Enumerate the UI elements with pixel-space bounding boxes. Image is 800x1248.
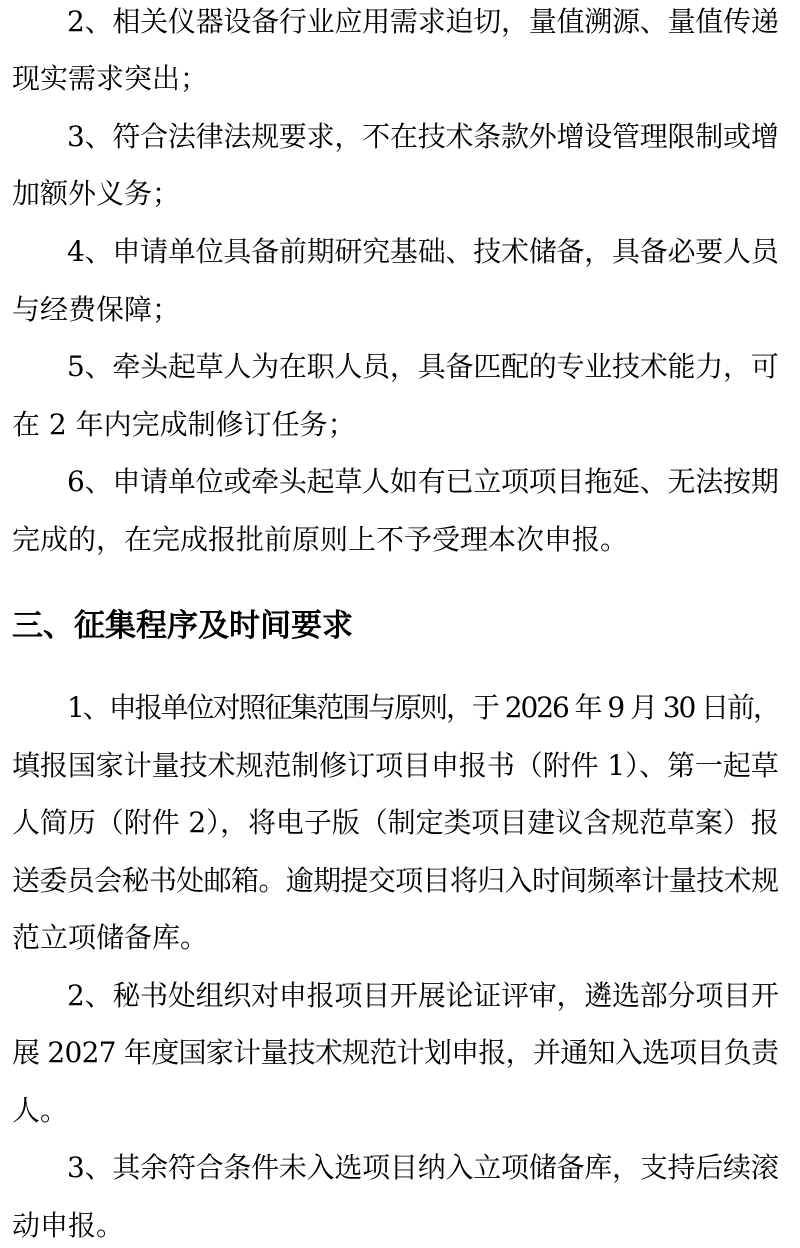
procedure-2-line-1: 2、秘书处组织对申报项目开展论证评审，遴选部分项目开 — [67, 979, 779, 1012]
req-2-line-1: 2、相关仪器设备行业应用需求迫切，量值溯源、量值传递 — [67, 5, 779, 38]
procedure-1-line-3: 人简历（附件 2），将电子版（制定类项目建议含规范草案）报 — [12, 806, 779, 839]
procedure-1-line-2: 填报国家计量技术规范制修订项目申报书（附件 1）、第一起草 — [12, 749, 779, 782]
req-2-line-2: 现实需求突出； — [12, 62, 209, 95]
procedure-2-line-2: 展 2027 年度国家计量技术规范计划申报，并通知入选项目负责 — [12, 1036, 779, 1069]
req-4-line-2: 与经费保障； — [12, 293, 181, 326]
procedure-1-line-1: 1、申报单位对照征集范围与原则，于 2026 年 9 月 30 日前， — [67, 691, 779, 724]
req-3-line-1: 3、符合法律法规要求，不在技术条款外增设管理限制或增 — [67, 120, 779, 153]
req-5-line-2: 在 2 年内完成制修订任务； — [12, 408, 356, 441]
procedure-2-line-3: 人。 — [12, 1094, 69, 1127]
req-6-line-2: 完成的，在完成报批前原则上不予受理本次申报。 — [12, 523, 629, 556]
procedure-3-line-1: 3、其余符合条件未入选项目纳入立项储备库，支持后续滚 — [67, 1151, 779, 1184]
procedure-3-line-2: 动申报。 — [12, 1209, 125, 1242]
req-6-line-1: 6、申请单位或牵头起草人如有已立项项目拖延、无法按期 — [67, 465, 779, 498]
req-3-line-2: 加额外义务； — [12, 177, 181, 210]
procedure-1-line-4: 送委员会秘书处邮箱。逾期提交项目将归入时间频率计量技术规 — [12, 864, 779, 897]
procedure-1-line-5: 范立项储备库。 — [12, 921, 209, 954]
req-5-line-1: 5、牵头起草人为在职人员，具备匹配的专业技术能力，可 — [67, 350, 779, 383]
req-4-line-1: 4、申请单位具备前期研究基础、技术储备，具备必要人员 — [67, 235, 779, 268]
section-heading: 三、征集程序及时间要求 — [12, 608, 353, 644]
